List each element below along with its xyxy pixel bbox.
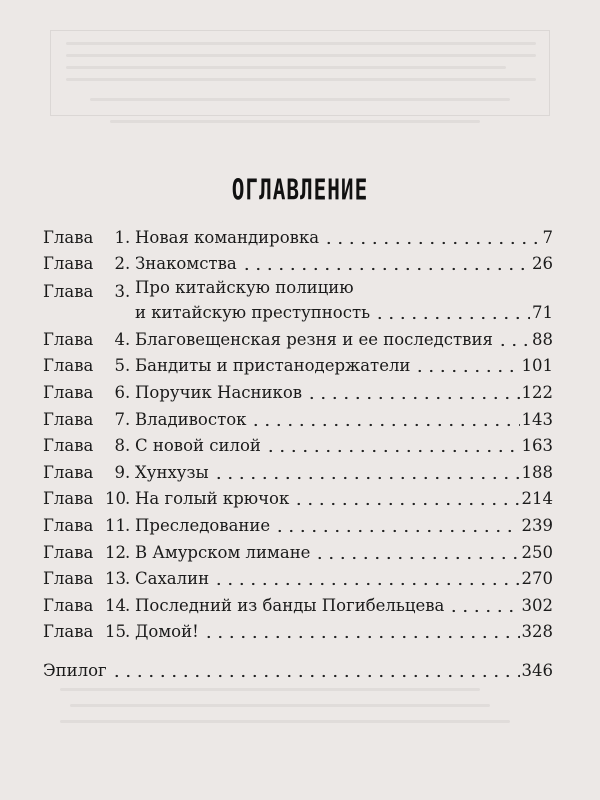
number-period: .: [125, 462, 131, 482]
chapter-number: 5: [114, 356, 125, 376]
chapter-title-continued: и китайскую преступность: [135, 303, 371, 323]
entry-label: Глава: [43, 622, 94, 642]
page-number: 346: [521, 660, 553, 680]
dot-leader: [314, 556, 519, 560]
dot-leader: [111, 674, 520, 678]
bleed-through-line: [60, 688, 480, 691]
number-period: .: [125, 409, 131, 429]
page-number: 270: [521, 569, 553, 589]
dot-leader: [241, 267, 530, 271]
dot-leader: [374, 316, 530, 320]
dot-leader: [213, 476, 520, 480]
dot-leader: [497, 343, 530, 347]
toc-entry-13[interactable]: [43, 566, 553, 593]
bleed-through-line: [66, 66, 506, 69]
dot-leader: [274, 529, 519, 533]
page-number: 250: [521, 542, 553, 562]
bleed-through-line: [70, 704, 490, 707]
number-period: .: [125, 382, 131, 402]
entry-label: Глава: [43, 489, 94, 509]
toc-entry-12[interactable]: [43, 539, 553, 566]
entry-label: Глава: [43, 462, 94, 482]
page-number: 26: [532, 254, 553, 274]
bleed-through-line: [66, 42, 536, 45]
dot-leader: [250, 423, 519, 427]
toc-entry-8[interactable]: [43, 433, 553, 460]
entry-label: Глава: [43, 329, 94, 349]
number-period: .: [125, 227, 131, 247]
toc-entry-15[interactable]: [43, 619, 553, 646]
dot-leader: [293, 502, 519, 506]
toc-entry-3[interactable]: [43, 277, 553, 326]
dot-leader: [448, 609, 519, 613]
page-number: 328: [521, 622, 553, 642]
chapter-number: 15: [105, 622, 126, 642]
entry-label: Глава: [43, 282, 94, 302]
page-number: 7: [542, 227, 553, 247]
dot-leader: [203, 635, 520, 639]
toc-entry-9[interactable]: [43, 459, 553, 486]
chapter-number: 11: [105, 515, 126, 535]
chapter-title: С новой силой: [135, 436, 261, 456]
bleed-through-line: [66, 54, 536, 57]
entry-label: Глава: [43, 515, 94, 535]
entry-label: Глава: [43, 382, 94, 402]
page-number: 302: [521, 595, 553, 615]
page-number: 71: [532, 303, 553, 323]
chapter-number: 14: [105, 595, 126, 615]
number-period: .: [125, 595, 131, 615]
toc-entry-epilog[interactable]: [43, 657, 553, 684]
number-period: .: [125, 542, 131, 562]
chapter-title: Про китайскую полицию: [135, 278, 354, 298]
number-period: .: [125, 622, 131, 642]
chapter-title: В Амурском лимане: [135, 542, 311, 562]
chapter-title: Бандиты и пристанодержатели: [135, 356, 411, 376]
chapter-number: 3: [114, 282, 125, 302]
number-period: .: [125, 282, 131, 302]
page-number: 101: [521, 356, 553, 376]
number-period: .: [125, 356, 131, 376]
chapter-title: На голый крючок: [135, 489, 290, 509]
dot-leader: [414, 369, 519, 373]
chapter-number: 7: [114, 409, 125, 429]
entry-label: Глава: [43, 409, 94, 429]
toc-entry-1[interactable]: [43, 224, 553, 251]
chapter-title: Поручик Насников: [135, 382, 303, 402]
toc-entry-7[interactable]: [43, 406, 553, 433]
toc-entry-10[interactable]: [43, 486, 553, 513]
chapter-number: 6: [114, 382, 125, 402]
chapter-title: Преследование: [135, 515, 271, 535]
dot-leader: [306, 396, 519, 400]
toc-entry-4[interactable]: [43, 326, 553, 353]
entry-label: Глава: [43, 227, 94, 247]
chapter-title: Хунхузы: [135, 462, 209, 482]
dot-leader: [213, 582, 519, 586]
page-number: 214: [521, 489, 553, 509]
toc-entry-14[interactable]: [43, 592, 553, 619]
toc-entry-2[interactable]: [43, 251, 553, 278]
table-of-contents: [43, 224, 553, 684]
bleed-through-line: [90, 98, 510, 101]
page-number: 188: [521, 462, 553, 482]
dot-leader: [265, 449, 520, 453]
bleed-through-line: [110, 120, 480, 123]
number-period: .: [125, 489, 131, 509]
chapter-title: Домой!: [135, 622, 199, 642]
entry-label: Глава: [43, 569, 94, 589]
page-number: 122: [521, 382, 553, 402]
chapter-title: Знакомства: [135, 254, 237, 274]
number-period: .: [125, 254, 131, 274]
toc-entry-5[interactable]: [43, 353, 553, 380]
chapter-number: 13: [105, 569, 126, 589]
dot-leader: [323, 241, 537, 245]
bleed-through-line: [60, 720, 510, 723]
chapter-title: Владивосток: [135, 409, 247, 429]
number-period: .: [125, 515, 131, 535]
entry-label: Глава: [43, 356, 94, 376]
chapter-number: 4: [114, 329, 125, 349]
chapter-title: Благовещенская резня и ее последствия: [135, 329, 493, 349]
number-period: .: [125, 569, 131, 589]
toc-entry-6[interactable]: [43, 379, 553, 406]
chapter-title: Новая командировка: [135, 227, 320, 247]
toc-heading: ОГЛАВЛЕНИЕ: [231, 174, 369, 207]
entry-label: Глава: [43, 436, 94, 456]
entry-label: Глава: [43, 595, 94, 615]
number-period: .: [125, 436, 131, 456]
chapter-title: Сахалин: [135, 569, 210, 589]
bleed-through-line: [66, 78, 536, 81]
chapter-title: Последний из банды Погибельцева: [135, 595, 445, 615]
epilog-label: Эпилог: [43, 660, 107, 680]
entry-label: Глава: [43, 542, 94, 562]
page-number: 239: [521, 515, 553, 535]
page-number: 88: [532, 329, 553, 349]
chapter-number: 12: [105, 542, 126, 562]
page-number: 163: [521, 436, 553, 456]
entry-label: Глава: [43, 254, 94, 274]
chapter-number: 1: [114, 227, 125, 247]
toc-entry-11[interactable]: [43, 512, 553, 539]
chapter-number: 2: [114, 254, 125, 274]
chapter-number: 8: [114, 436, 125, 456]
chapter-number: 9: [114, 462, 125, 482]
page-number: 143: [521, 409, 553, 429]
chapter-number: 10: [105, 489, 126, 509]
number-period: .: [125, 329, 131, 349]
